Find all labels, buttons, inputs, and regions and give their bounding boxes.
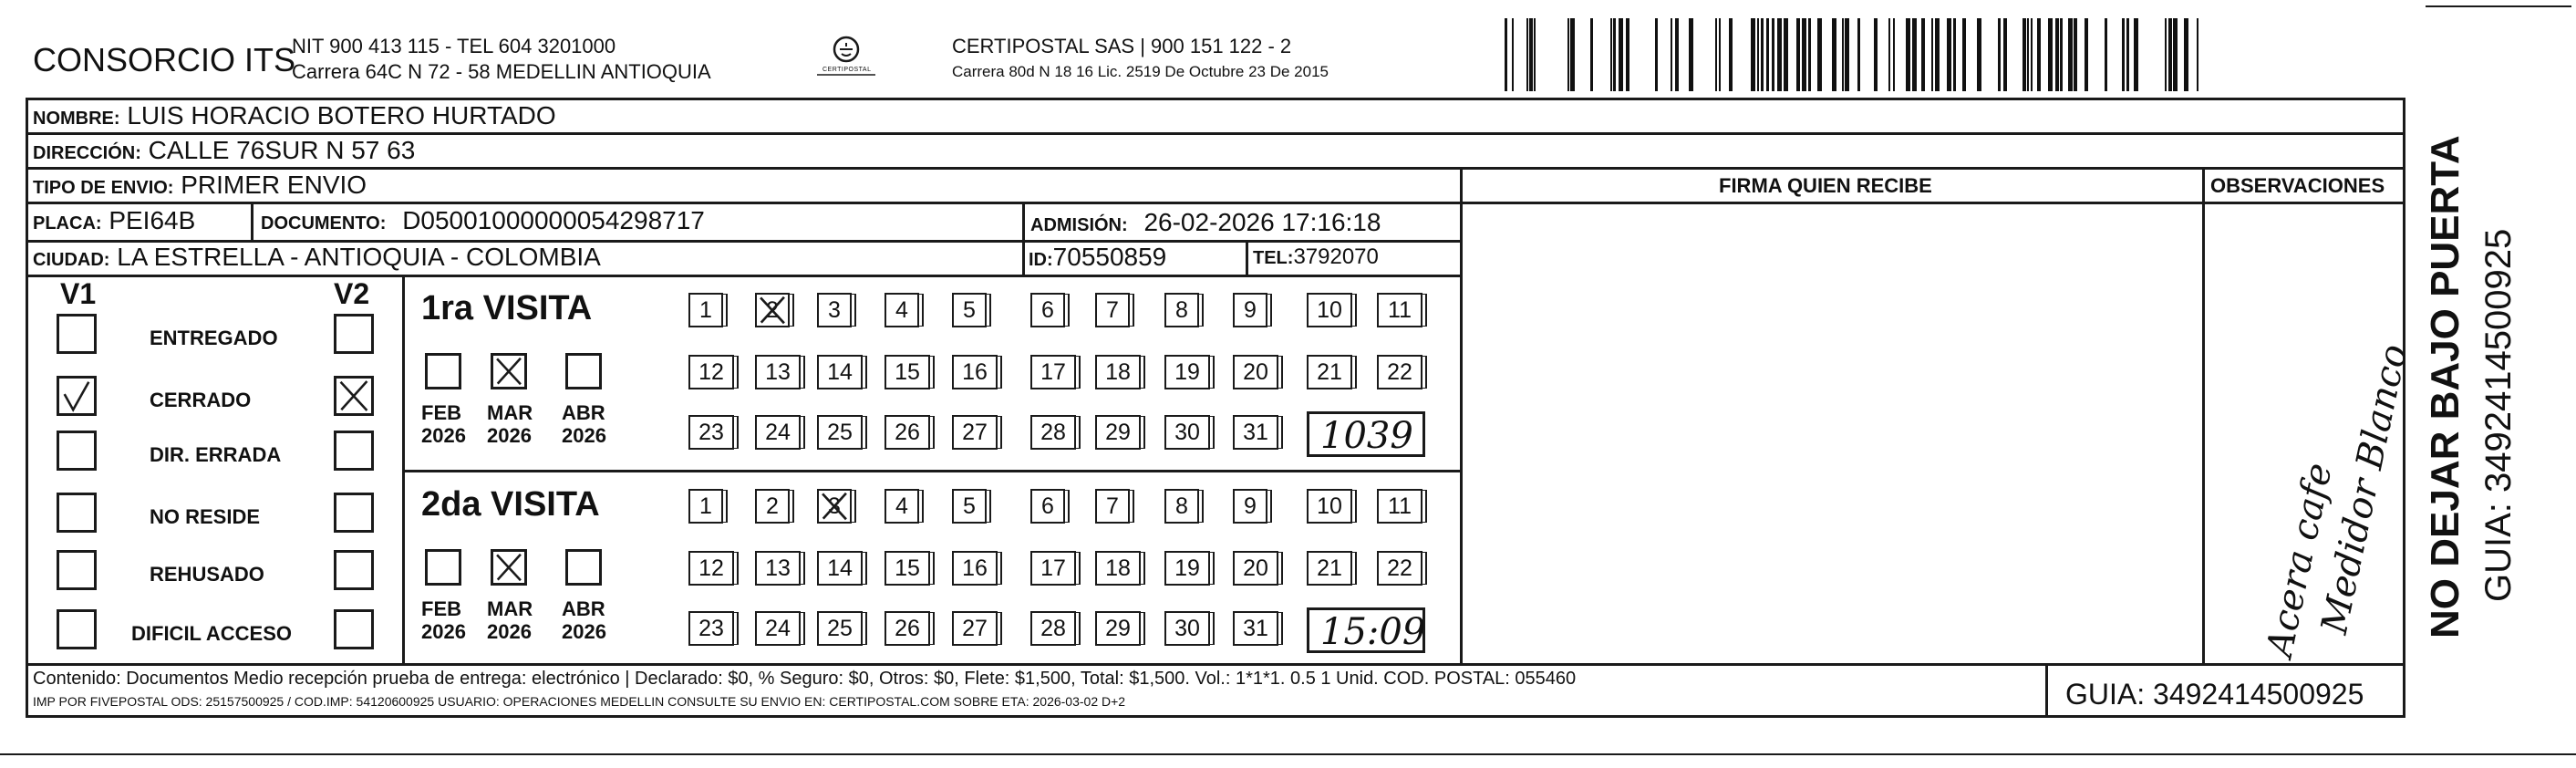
footer-contenido: Contenido: Documentos Medio recepción prueba de entrega: electrónico | Declarado: $0, % Seguro: $0, Otros: $0, Flete: $1,500, Total: $1,500. Vol.: 1*1*1. 0.5 1 Unid. COD. POSTAL: 055460 (33, 669, 1577, 689)
day-checkbox[interactable] (1377, 355, 1422, 389)
tel-row (1253, 246, 1379, 268)
month-year: 2026 (487, 424, 532, 447)
day-number: 28 (1040, 420, 1066, 445)
month-checkbox[interactable] (565, 353, 602, 389)
day-checkbox[interactable] (952, 611, 998, 646)
month-checkbox[interactable] (565, 549, 602, 586)
day-number: 31 (1243, 420, 1268, 445)
month-label: ABR (562, 597, 605, 620)
admision-value: 26-02-2026 17:16:18 (1143, 208, 1381, 236)
ciudad-row (33, 244, 601, 270)
month-checkbox[interactable] (425, 353, 461, 389)
day-number: 24 (765, 616, 791, 641)
day-number: 15 (895, 555, 920, 581)
day-number: 19 (1174, 359, 1200, 385)
day-number: 7 (1106, 297, 1119, 323)
day-checkbox[interactable] (952, 415, 998, 450)
day-checkbox[interactable] (1030, 489, 1065, 524)
day-checkbox[interactable] (1095, 611, 1141, 646)
day-number: 14 (827, 555, 853, 581)
day-checkbox[interactable] (688, 489, 723, 524)
admision-row (1030, 210, 1381, 235)
day-checkbox[interactable] (885, 415, 930, 450)
status-label: ENTREGADO (150, 327, 278, 349)
day-number: 19 (1174, 555, 1200, 581)
direccion-label: DIRECCIÓN: (33, 143, 141, 163)
day-checkbox[interactable] (817, 611, 863, 646)
day-checkbox[interactable] (1307, 551, 1352, 586)
check-mark-icon (59, 379, 94, 413)
courier-name: CERTIPOSTAL SAS | 900 151 122 - 2 (952, 35, 1292, 57)
status-label: NO RESIDE (150, 505, 261, 528)
status-v2-checkbox[interactable] (334, 493, 374, 533)
day-number: 15 (895, 359, 920, 385)
tel-value: 3792070 (1293, 244, 1379, 269)
day-checkbox[interactable] (688, 611, 734, 646)
month-label: FEB (421, 597, 461, 620)
status-label: DIFICIL ACCESO (131, 622, 293, 645)
day-checkbox[interactable] (952, 355, 998, 389)
nombre-value: LUIS HORACIO BOTERO HURTADO (127, 101, 556, 130)
company-name: CONSORCIO ITS (33, 41, 296, 78)
status-v1-checkbox[interactable] (57, 609, 97, 649)
day-checkbox[interactable] (688, 355, 734, 389)
day-checkbox[interactable] (1095, 489, 1130, 524)
status-v1-checkbox[interactable] (57, 493, 97, 533)
placa-label: PLACA: (33, 213, 102, 234)
day-number: 8 (1175, 493, 1188, 519)
x-mark-icon (493, 552, 524, 583)
day-checkbox[interactable] (1164, 551, 1210, 586)
day-number: 23 (698, 420, 724, 445)
day-checkbox[interactable] (1233, 293, 1267, 327)
day-number: 21 (1317, 555, 1342, 581)
day-number: 16 (962, 555, 988, 581)
status-v1-checkbox[interactable] (57, 550, 97, 590)
day-checkbox[interactable] (1164, 415, 1210, 450)
day-checkbox[interactable] (1164, 355, 1210, 389)
visit-time-handwritten: 15:09 (1320, 611, 1426, 653)
tipo-label: TIPO DE ENVIO: (33, 178, 174, 198)
day-checkbox[interactable] (885, 611, 930, 646)
company-nit: NIT 900 413 115 - TEL 604 3201000 (292, 35, 616, 57)
day-number: 3 (828, 493, 841, 519)
day-number: 8 (1175, 297, 1188, 323)
day-checkbox[interactable] (1233, 415, 1278, 450)
day-number: 22 (1387, 359, 1412, 385)
tel-label: TEL: (1253, 248, 1294, 268)
day-checkbox[interactable] (1030, 415, 1076, 450)
status-v2-checkbox[interactable] (334, 314, 374, 354)
day-checkbox[interactable] (885, 293, 919, 327)
day-number: 28 (1040, 616, 1066, 641)
direccion-value: CALLE 76SUR N 57 63 (148, 136, 416, 164)
status-label: DIR. ERRADA (150, 443, 282, 466)
day-number: 20 (1243, 555, 1268, 581)
status-v1-checkbox[interactable] (57, 376, 97, 416)
day-number: 26 (895, 420, 920, 445)
day-checkbox[interactable] (1233, 611, 1278, 646)
day-checkbox[interactable] (755, 551, 801, 586)
month-year: 2026 (487, 620, 532, 643)
side-guia: GUIA: 3492414500925 (2478, 228, 2519, 602)
status-label: REHUSADO (150, 563, 264, 586)
day-checkbox[interactable] (952, 551, 998, 586)
day-number: 27 (962, 616, 988, 641)
status-v1-checkbox[interactable] (57, 431, 97, 471)
day-checkbox[interactable] (1095, 293, 1130, 327)
day-checkbox[interactable] (1095, 551, 1141, 586)
day-number: 10 (1317, 493, 1342, 519)
day-number: 27 (962, 420, 988, 445)
certipostal-logo-icon (810, 33, 883, 86)
day-number: 20 (1243, 359, 1268, 385)
observaciones-handwriting (2225, 237, 2416, 660)
id-value: 70550859 (1052, 243, 1167, 271)
day-checkbox[interactable] (1233, 489, 1267, 524)
day-checkbox[interactable] (755, 489, 790, 524)
day-checkbox[interactable] (1164, 489, 1199, 524)
day-checkbox[interactable] (1030, 293, 1065, 327)
day-number: 30 (1174, 420, 1200, 445)
day-number: 25 (827, 616, 853, 641)
day-checkbox[interactable] (1030, 611, 1076, 646)
day-checkbox[interactable] (1233, 355, 1278, 389)
month-year: 2026 (562, 620, 606, 643)
day-number: 12 (698, 359, 724, 385)
admision-label: ADMISIÓN: (1030, 215, 1128, 235)
day-checkbox[interactable] (1307, 293, 1352, 327)
day-checkbox[interactable] (755, 293, 790, 327)
month-checkbox[interactable] (491, 353, 527, 389)
day-number: 3 (828, 297, 841, 323)
day-number: 25 (827, 420, 853, 445)
day-checkbox[interactable] (1095, 415, 1141, 450)
day-checkbox[interactable] (817, 355, 863, 389)
day-number: 11 (1388, 493, 1412, 519)
day-checkbox[interactable] (1377, 293, 1422, 327)
day-checkbox[interactable] (885, 489, 919, 524)
day-checkbox[interactable] (755, 415, 801, 450)
day-number: 29 (1105, 616, 1131, 641)
tipo-envio-row (33, 172, 367, 198)
status-v2-checkbox[interactable] (334, 550, 374, 590)
placa-row (33, 208, 195, 234)
day-checkbox[interactable] (1030, 551, 1076, 586)
day-number: 29 (1105, 420, 1131, 445)
documento-label: DOCUMENTO: (261, 213, 387, 234)
visit-title: 1ra VISITA (421, 289, 593, 327)
day-checkbox[interactable] (1233, 551, 1278, 586)
day-number: 30 (1174, 616, 1200, 641)
day-number: 7 (1106, 493, 1119, 519)
day-number: 5 (963, 493, 976, 519)
status-v1-checkbox[interactable] (57, 314, 97, 354)
x-mark-icon (819, 491, 850, 522)
nombre-row (33, 103, 556, 129)
day-number: 9 (1244, 297, 1257, 323)
month-year: 2026 (421, 424, 466, 447)
visit-title: 2da VISITA (421, 485, 600, 524)
day-checkbox[interactable] (755, 611, 801, 646)
day-number: 24 (765, 420, 791, 445)
day-checkbox[interactable] (1164, 611, 1210, 646)
day-checkbox[interactable] (885, 551, 930, 586)
day-checkbox[interactable] (1377, 489, 1422, 524)
ciudad-value: LA ESTRELLA - ANTIOQUIA - COLOMBIA (117, 243, 601, 271)
day-checkbox[interactable] (817, 551, 863, 586)
firma-header: FIRMA QUIEN RECIBE (1719, 174, 1932, 197)
day-number: 11 (1388, 297, 1412, 323)
logo-text: CERTIPOSTAL (822, 67, 872, 73)
day-number: 23 (698, 616, 724, 641)
barcode-image (1505, 18, 2209, 91)
v1-label: V1 (60, 277, 97, 310)
status-v2-checkbox[interactable] (334, 431, 374, 471)
month-year: 2026 (421, 620, 466, 643)
day-number: 14 (827, 359, 853, 385)
day-number: 26 (895, 616, 920, 641)
day-number: 2 (766, 493, 779, 519)
day-checkbox[interactable] (1030, 355, 1076, 389)
month-label: FEB (421, 401, 461, 424)
documento-value: D05001000000054298717 (402, 206, 705, 234)
x-mark-icon (493, 356, 524, 387)
courier-address: Carrera 80d N 18 16 Lic. 2519 De Octubre 23 De 2015 (952, 63, 1329, 80)
month-label: MAR (487, 597, 533, 620)
day-number: 13 (765, 555, 791, 581)
id-label: ID: (1029, 250, 1053, 270)
x-mark-icon (336, 379, 371, 413)
id-row (1029, 244, 1166, 270)
day-number: 9 (1244, 493, 1257, 519)
visit-time-box[interactable] (1307, 411, 1425, 457)
visit-time-box[interactable] (1307, 607, 1425, 653)
day-number: 17 (1040, 359, 1066, 385)
month-checkbox[interactable] (425, 549, 461, 586)
form-frame (26, 98, 2405, 718)
footer-imp: IMP POR FIVEPOSTAL ODS: 25157500925 / COD.IMP: 54120600925 USUARIO: OPERACIONES MEDELLIN CONSULTE SU ENVIO EN: CERTIPOSTAL.COM SOBRE ETA: 2026-03-02 D+2 (33, 694, 1126, 709)
day-checkbox[interactable] (1164, 293, 1199, 327)
placa-value: PEI64B (109, 206, 196, 234)
day-checkbox[interactable] (952, 489, 987, 524)
day-number: 18 (1105, 555, 1131, 581)
day-checkbox[interactable] (688, 551, 734, 586)
day-checkbox[interactable] (817, 489, 852, 524)
day-checkbox[interactable] (885, 355, 930, 389)
day-number: 18 (1105, 359, 1131, 385)
day-number: 22 (1387, 555, 1412, 581)
obs-line-2: Medidor Blanco (2313, 340, 2416, 638)
day-number: 31 (1243, 616, 1268, 641)
day-number: 5 (963, 297, 976, 323)
day-number: 6 (1041, 493, 1054, 519)
day-number: 17 (1040, 555, 1066, 581)
nombre-label: NOMBRE: (33, 109, 120, 129)
day-number: 2 (766, 297, 779, 323)
month-checkbox[interactable] (491, 549, 527, 586)
day-number: 6 (1041, 297, 1054, 323)
v2-label: V2 (334, 277, 370, 310)
day-checkbox[interactable] (1307, 355, 1352, 389)
month-label: ABR (562, 401, 605, 424)
footer-guia: GUIA: 3492414500925 (2065, 678, 2364, 711)
day-number: 4 (895, 493, 908, 519)
day-number: 12 (698, 555, 724, 581)
day-number: 16 (962, 359, 988, 385)
day-number: 10 (1317, 297, 1342, 323)
observaciones-header: OBSERVACIONES (2210, 174, 2385, 197)
day-checkbox[interactable] (1095, 355, 1141, 389)
tipo-value: PRIMER ENVIO (181, 171, 367, 199)
x-mark-icon (757, 295, 788, 326)
status-label: CERRADO (150, 389, 252, 411)
day-checkbox[interactable] (952, 293, 987, 327)
visit-time-handwritten: 1039 (1320, 415, 1413, 457)
day-checkbox[interactable] (1307, 489, 1352, 524)
status-v2-checkbox[interactable] (334, 609, 374, 649)
certipostal-logo (810, 33, 883, 86)
day-checkbox[interactable] (755, 355, 801, 389)
month-year: 2026 (562, 424, 606, 447)
day-number: 13 (765, 359, 791, 385)
documento-row (261, 208, 705, 234)
day-checkbox[interactable] (688, 415, 734, 450)
direccion-row (33, 138, 415, 163)
day-checkbox[interactable] (688, 293, 723, 327)
company-address: Carrera 64C N 72 - 58 MEDELLIN ANTIOQUIA (292, 60, 711, 83)
day-checkbox[interactable] (817, 293, 852, 327)
day-checkbox[interactable] (817, 415, 863, 450)
day-number: 4 (895, 297, 908, 323)
side-warning: NO DEJAR BAJO PUERTA (2423, 135, 2467, 638)
day-number: 21 (1317, 359, 1342, 385)
status-v2-checkbox[interactable] (334, 376, 374, 416)
day-number: 1 (699, 493, 712, 519)
ciudad-label: CIUDAD: (33, 250, 110, 270)
day-number: 1 (699, 297, 712, 323)
obs-line-1: Acera cafe (2259, 459, 2341, 660)
day-checkbox[interactable] (1377, 551, 1422, 586)
month-label: MAR (487, 401, 533, 424)
